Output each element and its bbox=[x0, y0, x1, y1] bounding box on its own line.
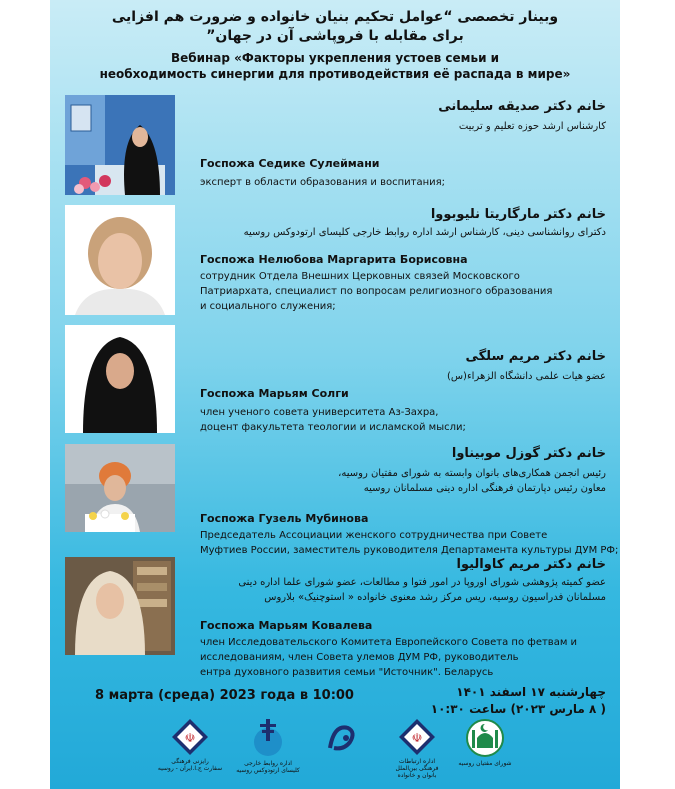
logo-caption bbox=[445, 760, 525, 767]
speaker-3 bbox=[50, 325, 620, 437]
role-line: Муфтиев России, заместитель руководителя Департамента культуры ДУМ РФ; bbox=[200, 545, 619, 556]
role-line: مسلمانان فدراسیون روسیه، ریس مرکز رشد معنوی خانواده « استوچنیک» بلاروس bbox=[264, 592, 606, 603]
iran-emblem-icon bbox=[398, 718, 436, 756]
russian-title-line-2: необходимость синергии для противодействия её распада в мире» bbox=[99, 67, 571, 81]
persian-title-line-1: وبینار تخصصی “عوامل تحکیم بنیان خانواده و ضرورت هم افزایی bbox=[111, 9, 559, 25]
speaker-fa-role bbox=[338, 466, 606, 496]
speaker-photo bbox=[65, 325, 175, 433]
speaker-photo bbox=[65, 444, 175, 532]
svg-text:☫: ☫ bbox=[411, 731, 423, 745]
speaker-ru-role bbox=[200, 405, 466, 435]
speaker-ru-name: Госпожа Марьям Солги bbox=[200, 387, 349, 400]
speaker-fa-role: عضو هیات علمی دانشگاه الزهراء(س) bbox=[446, 371, 606, 382]
caption-line: شورای مفتیان روسیه bbox=[458, 760, 512, 767]
role-line: исследованиям, член Совета улемов ДУМ РФ, руководитель bbox=[200, 652, 519, 663]
role-line: член ученого совета университета Аз-Захра, bbox=[200, 407, 439, 418]
speaker-fa-name: خانم دکتر گوزل موبیناوا bbox=[451, 446, 606, 461]
caption-line: اداره ارتباطات bbox=[398, 758, 436, 765]
speaker-fa-name: خانم دکتر مارگاریتا نلیوبووا bbox=[430, 207, 606, 222]
role-line: معاون رئیس دپارتمان فرهنگی اداره دینی مسلمانان روسیه bbox=[363, 483, 606, 494]
role-line: член Исследовательского Комитета Европейского Совета по фетвам и bbox=[200, 637, 578, 648]
speaker-4 bbox=[50, 444, 620, 556]
speaker-ru-role: эксперт в области образования и воспитания; bbox=[200, 177, 445, 188]
caption-line: فرهنگی بین‌الملل bbox=[395, 765, 439, 772]
persian-title bbox=[50, 8, 620, 46]
date-persian bbox=[431, 684, 606, 718]
speaker-ru-role bbox=[200, 635, 577, 680]
role-line: сотрудник Отдела Внешних Церковных связей Московского bbox=[200, 271, 520, 282]
speaker-fa-role: کارشناس ارشد حوزه تعلیم و تربیت bbox=[458, 121, 606, 132]
role-line: عضو کمیته پژوهشی شورای اوروپا در امور فتوا و مطالعات، عضو شورای علما اداره دینی bbox=[238, 577, 606, 588]
caption-line: رایزنی فرهنگی bbox=[171, 758, 209, 765]
persian-title-line-2: برای مقابله با فروپاشی آن در جهان” bbox=[206, 28, 464, 44]
speaker-ru-name: Госпожа Гузель Мубинова bbox=[200, 512, 369, 525]
orthodox-church-icon bbox=[249, 718, 287, 758]
speaker-ru-role bbox=[200, 528, 618, 558]
caption-line: کلیسای ارتودوکس روسیه bbox=[236, 767, 300, 774]
role-line: доцент факультета теологии и исламской мысли; bbox=[200, 422, 466, 433]
logo-caption bbox=[228, 760, 308, 774]
speaker-ru-name: Госпожа Нелюбова Маргарита Борисовна bbox=[200, 253, 468, 266]
date-russian: 8 марта (среда) 2023 года в 10:00 bbox=[95, 688, 354, 703]
speaker-ru-name: Госпожа Седике Сулеймани bbox=[200, 157, 380, 170]
russian-title-line-1: Вебинар «Факторы укрепления устоев семьи и bbox=[170, 51, 500, 65]
role-line: Председатель Ассоциации женского сотрудничества при Совете bbox=[200, 530, 548, 541]
speaker-ru-name: Госпожа Марьям Ковалева bbox=[200, 619, 373, 632]
iran-emblem-icon bbox=[171, 718, 209, 756]
speaker-photo bbox=[65, 95, 175, 195]
logo-council-of-muftis bbox=[445, 718, 525, 786]
speaker-photo bbox=[65, 205, 175, 315]
svg-text:☫: ☫ bbox=[184, 731, 196, 745]
logo-caption bbox=[150, 758, 230, 772]
date-persian-line-1: چهارشنبه ۱۷ اسفند ۱۴۰۱ bbox=[456, 685, 606, 699]
role-line: и социального служения; bbox=[200, 301, 336, 312]
speaker-fa-name: خانم دکتر صدیقه سلیمانی bbox=[438, 99, 606, 114]
logo-orthodox-church bbox=[228, 718, 308, 786]
role-line: رئیس انجمن همکاری‌های بانوان وابسته به شورای مفتیان روسیه، bbox=[338, 468, 606, 479]
russian-title bbox=[50, 50, 620, 82]
caption-line: سفارت ج.ا.ایران - روسیه bbox=[157, 765, 223, 772]
webinar-poster bbox=[50, 0, 620, 789]
speaker-fa-name: خانم دکتر مریم کاوالیوا bbox=[456, 557, 606, 572]
caption-line: اداره روابط خارجی bbox=[244, 760, 292, 767]
speaker-5 bbox=[50, 557, 620, 682]
speaker-2 bbox=[50, 205, 620, 320]
speaker-fa-role bbox=[238, 575, 606, 605]
caption-line: بانوان و خانواده bbox=[397, 772, 437, 779]
logo-cultural-counsellor bbox=[150, 718, 230, 786]
alzahra-university-icon bbox=[322, 718, 362, 758]
date-persian-line-2: ( ۸ مارس ۲۰۲۳) ساعت ۱۰:۳۰ bbox=[430, 702, 606, 716]
speaker-fa-name: خانم دکتر مریم سلگی bbox=[465, 349, 606, 364]
role-line: ентра духовного развития семьи "Источник". Беларусь bbox=[200, 667, 494, 678]
speaker-photo bbox=[65, 557, 175, 655]
speaker-1 bbox=[50, 95, 620, 197]
mosque-icon bbox=[465, 718, 505, 758]
logo-alzahra-university bbox=[302, 718, 382, 786]
speaker-ru-role bbox=[200, 269, 552, 314]
speaker-fa-role: دکترای روانشناسی دینی، کارشناس ارشد اداره روابط خارجی کلیسای ارتودوکس روسیه bbox=[243, 227, 606, 238]
role-line: Патриархата, специалист по вопросам религиозного образования bbox=[200, 286, 553, 297]
